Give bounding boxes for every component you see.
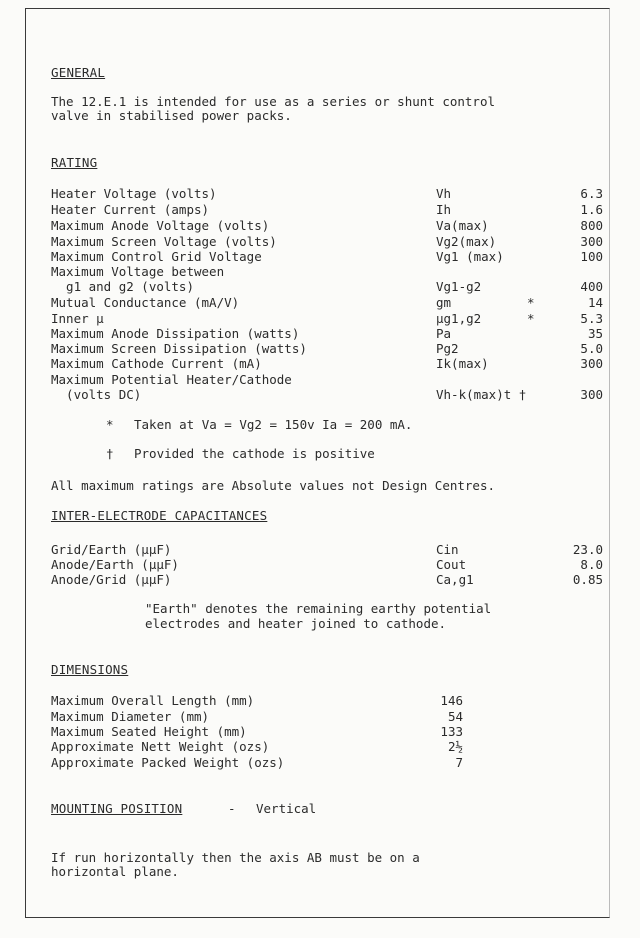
capacitance-label: Anode/Grid (μμF) [51,572,172,587]
capacitance-label: Anode/Earth (μμF) [51,557,179,572]
rating-row [0,235,640,249]
dimension-value: 146 [440,693,463,708]
capacitance-value: 0.85 [572,572,603,587]
rating-row [0,219,640,233]
general-line-2: valve in stabilised power packs. [51,108,292,123]
page-border [25,8,610,918]
rating-label: Maximum Anode Voltage (volts) [51,218,270,233]
rating-label: Inner μ [51,311,104,326]
absolute-ratings-note: All maximum ratings are Absolute values not Design Centres. [51,478,496,493]
rating-label: Mutual Conductance (mA/V) [51,295,240,310]
dimension-value: 2½ [447,739,463,754]
rating-value: 35 [587,326,603,341]
earth-note-line-1: "Earth" denotes the remaining earthy potential [145,601,492,616]
capacitance-row [0,543,640,557]
rating-symbol: Vg1 (max) [436,249,504,264]
rating-row [0,373,640,387]
dimension-label: Maximum Diameter (mm) [51,709,210,724]
rating-row [0,327,640,341]
rating-symbol: gm [436,295,452,310]
rating-label: Heater Voltage (volts) [51,186,217,201]
rating-heading: RATING [51,155,98,170]
mounting-dash: - [228,801,236,816]
rating-value: 300 [580,234,603,249]
rating-symbol: Vg1-g2 [436,279,482,294]
rating-row [0,187,640,201]
mounting-line-1: If run horizontally then the axis AB must be on a [51,850,420,865]
rating-row [0,203,640,217]
rating-symbol: Va(max) [436,218,489,233]
rating-label: g1 and g2 (volts) [51,279,194,294]
rating-row [0,357,640,371]
rating-symbol: Pa [436,326,452,341]
rating-row [0,250,640,264]
rating-value: 100 [580,249,603,264]
footnote-dagger-text: Provided the cathode is positive [134,446,375,461]
dimension-label: Maximum Seated Height (mm) [51,724,247,739]
rating-value: 300 [580,356,603,371]
rating-label: Maximum Voltage between [51,264,225,279]
rating-value: 400 [580,279,603,294]
rating-row [0,296,640,310]
mounting-heading: MOUNTING POSITION [51,801,183,816]
dimension-row [0,740,640,754]
rating-row [0,388,640,402]
rating-symbol: Vh-k(max)t † [436,387,527,402]
capacitance-label: Grid/Earth (μμF) [51,542,172,557]
earth-note-line-2: electrodes and heater joined to cathode. [145,616,447,631]
rating-value: 1.6 [580,202,603,217]
dimension-value: 54 [447,709,463,724]
rating-symbol: Pg2 [436,341,459,356]
mounting-value: Vertical [256,801,317,816]
rating-row [0,265,640,279]
dimensions-heading: DIMENSIONS [51,662,129,677]
rating-row [0,342,640,356]
rating-value: 14 [587,295,603,310]
footnote-dagger-mark: † [106,446,114,461]
rating-symbol: Vg2(max) [436,234,497,249]
rating-label: Maximum Cathode Current (mA) [51,356,262,371]
dimension-row [0,756,640,770]
capacitances-heading: INTER-ELECTRODE CAPACITANCES [51,508,268,523]
capacitance-symbol: Cout [436,557,467,572]
rating-label: (volts DC) [51,387,142,402]
capacitance-row [0,558,640,572]
rating-value: 800 [580,218,603,233]
dimension-value: 133 [440,724,463,739]
footnote-star-text: Taken at Va = Vg2 = 150v Ia = 200 mA. [134,417,413,432]
rating-symbol: Ih [436,202,452,217]
capacitance-value: 23.0 [572,542,603,557]
dimension-row [0,725,640,739]
rating-value: 300 [580,387,603,402]
dimension-row [0,694,640,708]
rating-value: 6.3 [580,186,603,201]
rating-label: Heater Current (amps) [51,202,210,217]
rating-label: Maximum Screen Dissipation (watts) [51,341,307,356]
general-heading: GENERAL [51,65,106,80]
rating-symbol: Ik(max) [436,356,489,371]
rating-value: 5.3 [580,311,603,326]
capacitance-value: 8.0 [580,557,603,572]
dimension-label: Maximum Overall Length (mm) [51,693,255,708]
rating-label: Maximum Control Grid Voltage [51,249,262,264]
dimension-label: Approximate Packed Weight (ozs) [51,755,285,770]
rating-label: Maximum Anode Dissipation (watts) [51,326,300,341]
rating-row [0,312,640,326]
rating-label: Maximum Screen Voltage (volts) [51,234,277,249]
general-line-1: The 12.E.1 is intended for use as a series or shunt control [51,94,496,109]
rating-symbol: μg1,g2 [436,311,482,326]
dimension-label: Approximate Nett Weight (ozs) [51,739,270,754]
rating-row [0,280,640,294]
rating-note-mark: * [527,295,535,310]
rating-label: Maximum Potential Heater/Cathode [51,372,292,387]
mounting-line-2: horizontal plane. [51,864,179,879]
rating-note-mark: * [527,311,535,326]
rating-value: 5.0 [580,341,603,356]
capacitance-row [0,573,640,587]
dimension-row [0,710,640,724]
capacitance-symbol: Ca,g1 [436,572,474,587]
rating-symbol: Vh [436,186,452,201]
capacitance-symbol: Cin [436,542,459,557]
footnote-star-mark: * [106,417,114,432]
dimension-value: 7 [455,755,463,770]
